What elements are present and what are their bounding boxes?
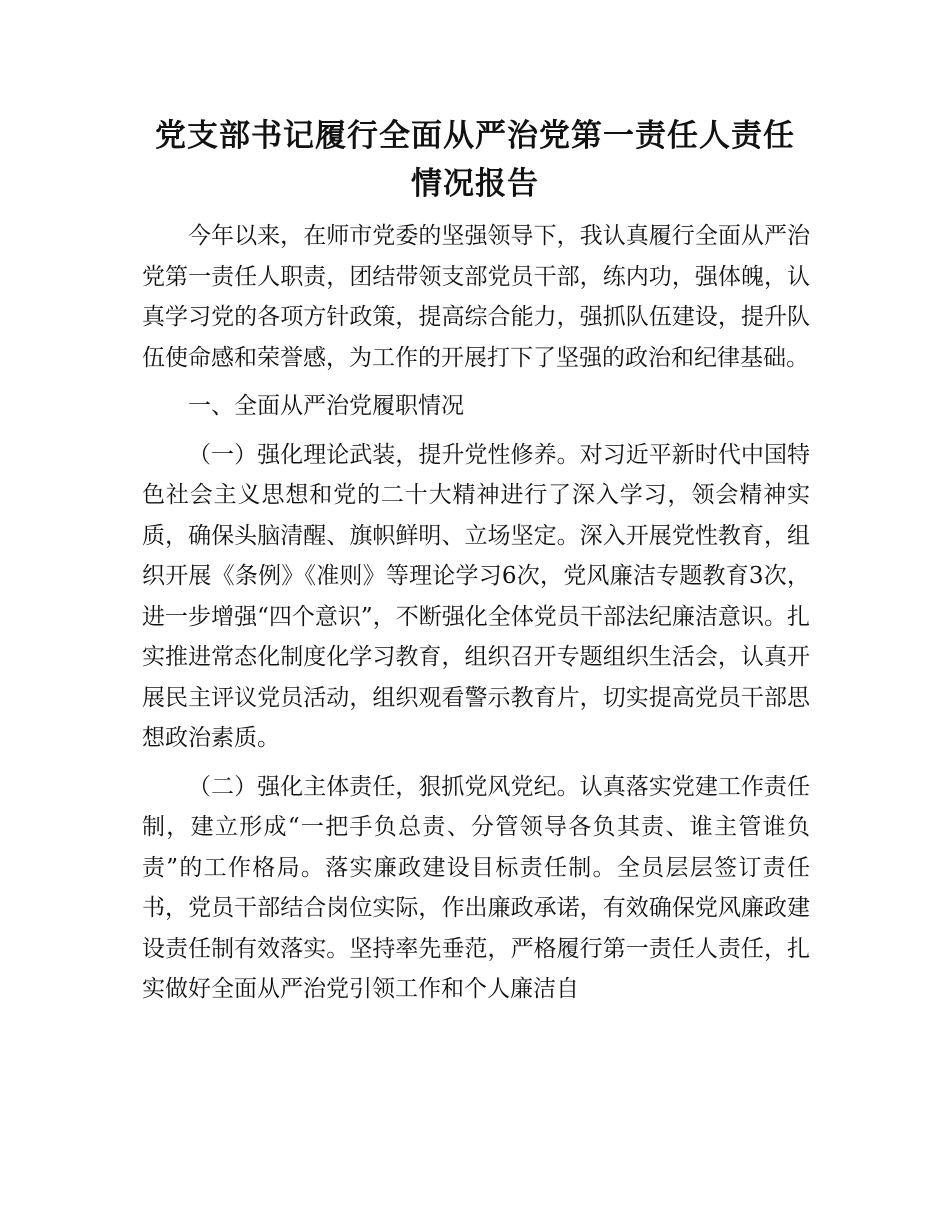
title-line-2: 情况报告	[411, 166, 539, 202]
document-body	[142, 216, 810, 1018]
title-line-1: 党支部书记履行全面从严治党第一责任人责任	[155, 118, 795, 154]
subsection-paragraph-2: （二）强化主体责任，狠抓党风党纪。认真落实党建工作责任制，建立形成“一把手负总责、分管领导各负其责、谁主管谁负责”的工作格局。落实廉政建设目标责任制。全员层层签订责任书，党员干部结合岗位实际，作出廉政承诺，有效确保党风廉政建设责任制有效落实。坚持率先垂范，严格履行第一责任人责任，扎实做好全面从严治党引领工作和个人廉洁自	[142, 773, 810, 1002]
section-heading-1: 一、全面从严治党履职情况	[188, 393, 464, 419]
intro-paragraph: 今年以来，在师市党委的坚强领导下，我认真履行全面从严治党第一责任人职责，团结带领支部党员干部，练内功，强体魄，认真学习党的各项方针政策，提高综合能力，强抓队伍建设，提升队伍使命感和荣誉感，为工作的开展打下了坚强的政治和纪律基础。	[142, 223, 810, 371]
document-title	[120, 112, 830, 208]
subsection-paragraph-1: （一）强化理论武装，提升党性修养。对习近平新时代中国特色社会主义思想和党的二十大精神进行了深入学习，领会精神实质，确保头脑清醒、旗帜鲜明、立场坚定。深入开展党性教育，组织开展《条例》《准则》等理论学习6次，党风廉洁专题教育3次，进一步增强“四个意识”，不断强化全体党员干部法纪廉洁意识。扎实推进常态化制度化学习教育，组织召开专题组织生活会，认真开展民主评议党员活动，组织观看警示教育片，切实提高党员干部思想政治素质。	[142, 441, 810, 751]
